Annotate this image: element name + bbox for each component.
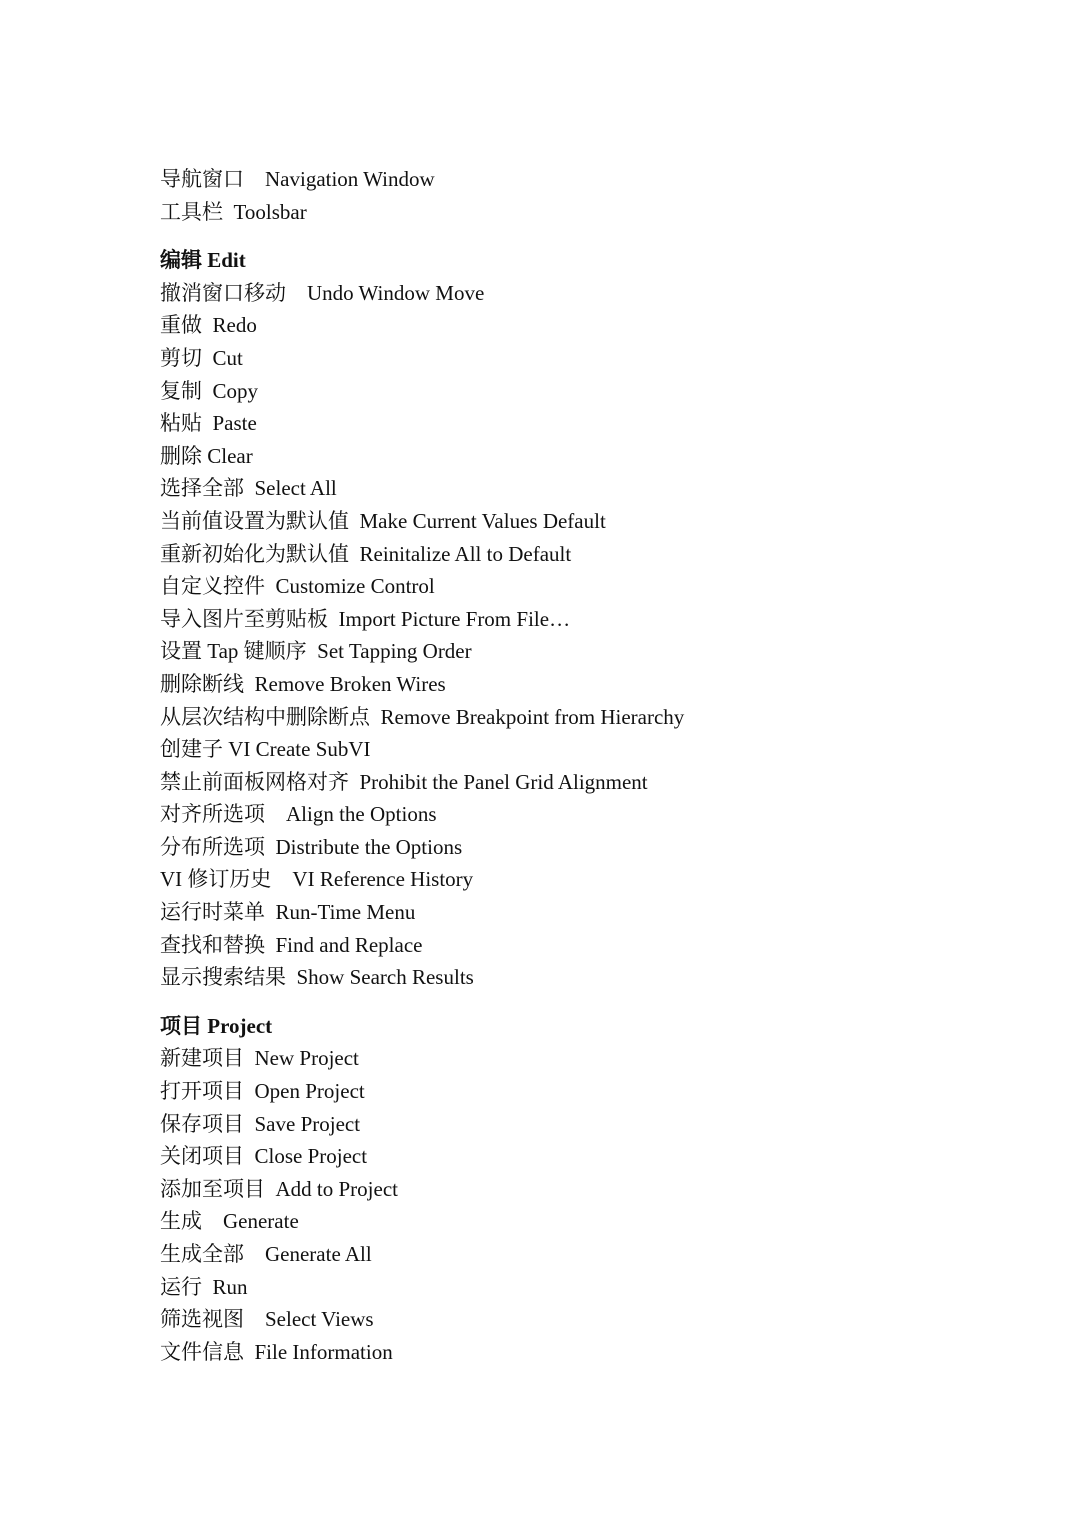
list-item: 导航窗口 Navigation Window — [160, 167, 435, 191]
list-item: 重做 Redo — [160, 313, 257, 338]
section-gap — [160, 228, 1020, 244]
list-item: 导入图片至剪贴板 Import Picture From File… — [160, 606, 571, 631]
list-item: 工具栏 Toolsbar — [160, 199, 307, 224]
list-item: 重新初始化为默认值 Reinitalize All to Default — [160, 541, 572, 566]
list-item: 分布所选项 Distribute the Options — [160, 834, 463, 859]
list-item: 保存项目 Save Project — [160, 1111, 361, 1136]
list-item: 自定义控件 Customize Control — [160, 574, 435, 599]
list-item: 运行时菜单 Run-Time Menu — [160, 900, 416, 925]
list-item: 筛选视图 Select Views — [160, 1307, 374, 1332]
list-item: 打开项目 Open Project — [160, 1079, 365, 1104]
list-item: 文件信息 File Information — [160, 1339, 393, 1364]
section-project — [160, 1010, 1020, 1369]
list-item: 选择全部 Select All — [160, 476, 337, 501]
list-item: 对齐所选项 Align the Options — [160, 802, 437, 827]
list-item: 显示搜索结果 Show Search Results — [160, 965, 474, 990]
list-item: 剪切 Cut — [160, 345, 243, 370]
list-item: 新建项目 New Project — [160, 1046, 359, 1071]
list-item: 创建子 VI Create SubVI — [160, 737, 371, 762]
document-page — [160, 163, 1020, 1368]
list-item: 生成全部 Generate All — [160, 1242, 372, 1266]
list-item: 复制 Copy — [160, 378, 259, 403]
section-heading-project: 项目 Project — [160, 1013, 273, 1038]
list-item: 禁止前面板网格对齐 Prohibit the Panel Grid Alignment — [160, 769, 648, 794]
list-item: 从层次结构中删除断点 Remove Breakpoint from Hierarchy — [160, 704, 685, 729]
list-item: 删除断线 Remove Broken Wires — [160, 671, 446, 696]
list-item: 粘贴 Paste — [160, 411, 257, 436]
list-item: 添加至项目 Add to Project — [160, 1176, 398, 1201]
section-heading-edit: 编辑 Edit — [160, 248, 246, 273]
list-item: 删除 Clear — [160, 443, 253, 468]
list-item: 查找和替换 Find and Replace — [160, 932, 423, 957]
list-item: 运行 Run — [160, 1274, 248, 1299]
list-item: 关闭项目 Close Project — [160, 1144, 368, 1169]
list-item: VI 修订历史 VI Reference History — [160, 867, 474, 892]
list-item: 当前值设置为默认值 Make Current Values Default — [160, 508, 606, 533]
section-edit — [160, 244, 1020, 994]
list-item: 设置 Tap 键顺序 Set Tapping Order — [160, 639, 472, 664]
section-window — [160, 163, 1020, 228]
section-gap — [160, 994, 1020, 1010]
list-item: 撤消窗口移动 Undo Window Move — [160, 280, 485, 305]
list-item: 生成 Generate — [160, 1209, 299, 1234]
